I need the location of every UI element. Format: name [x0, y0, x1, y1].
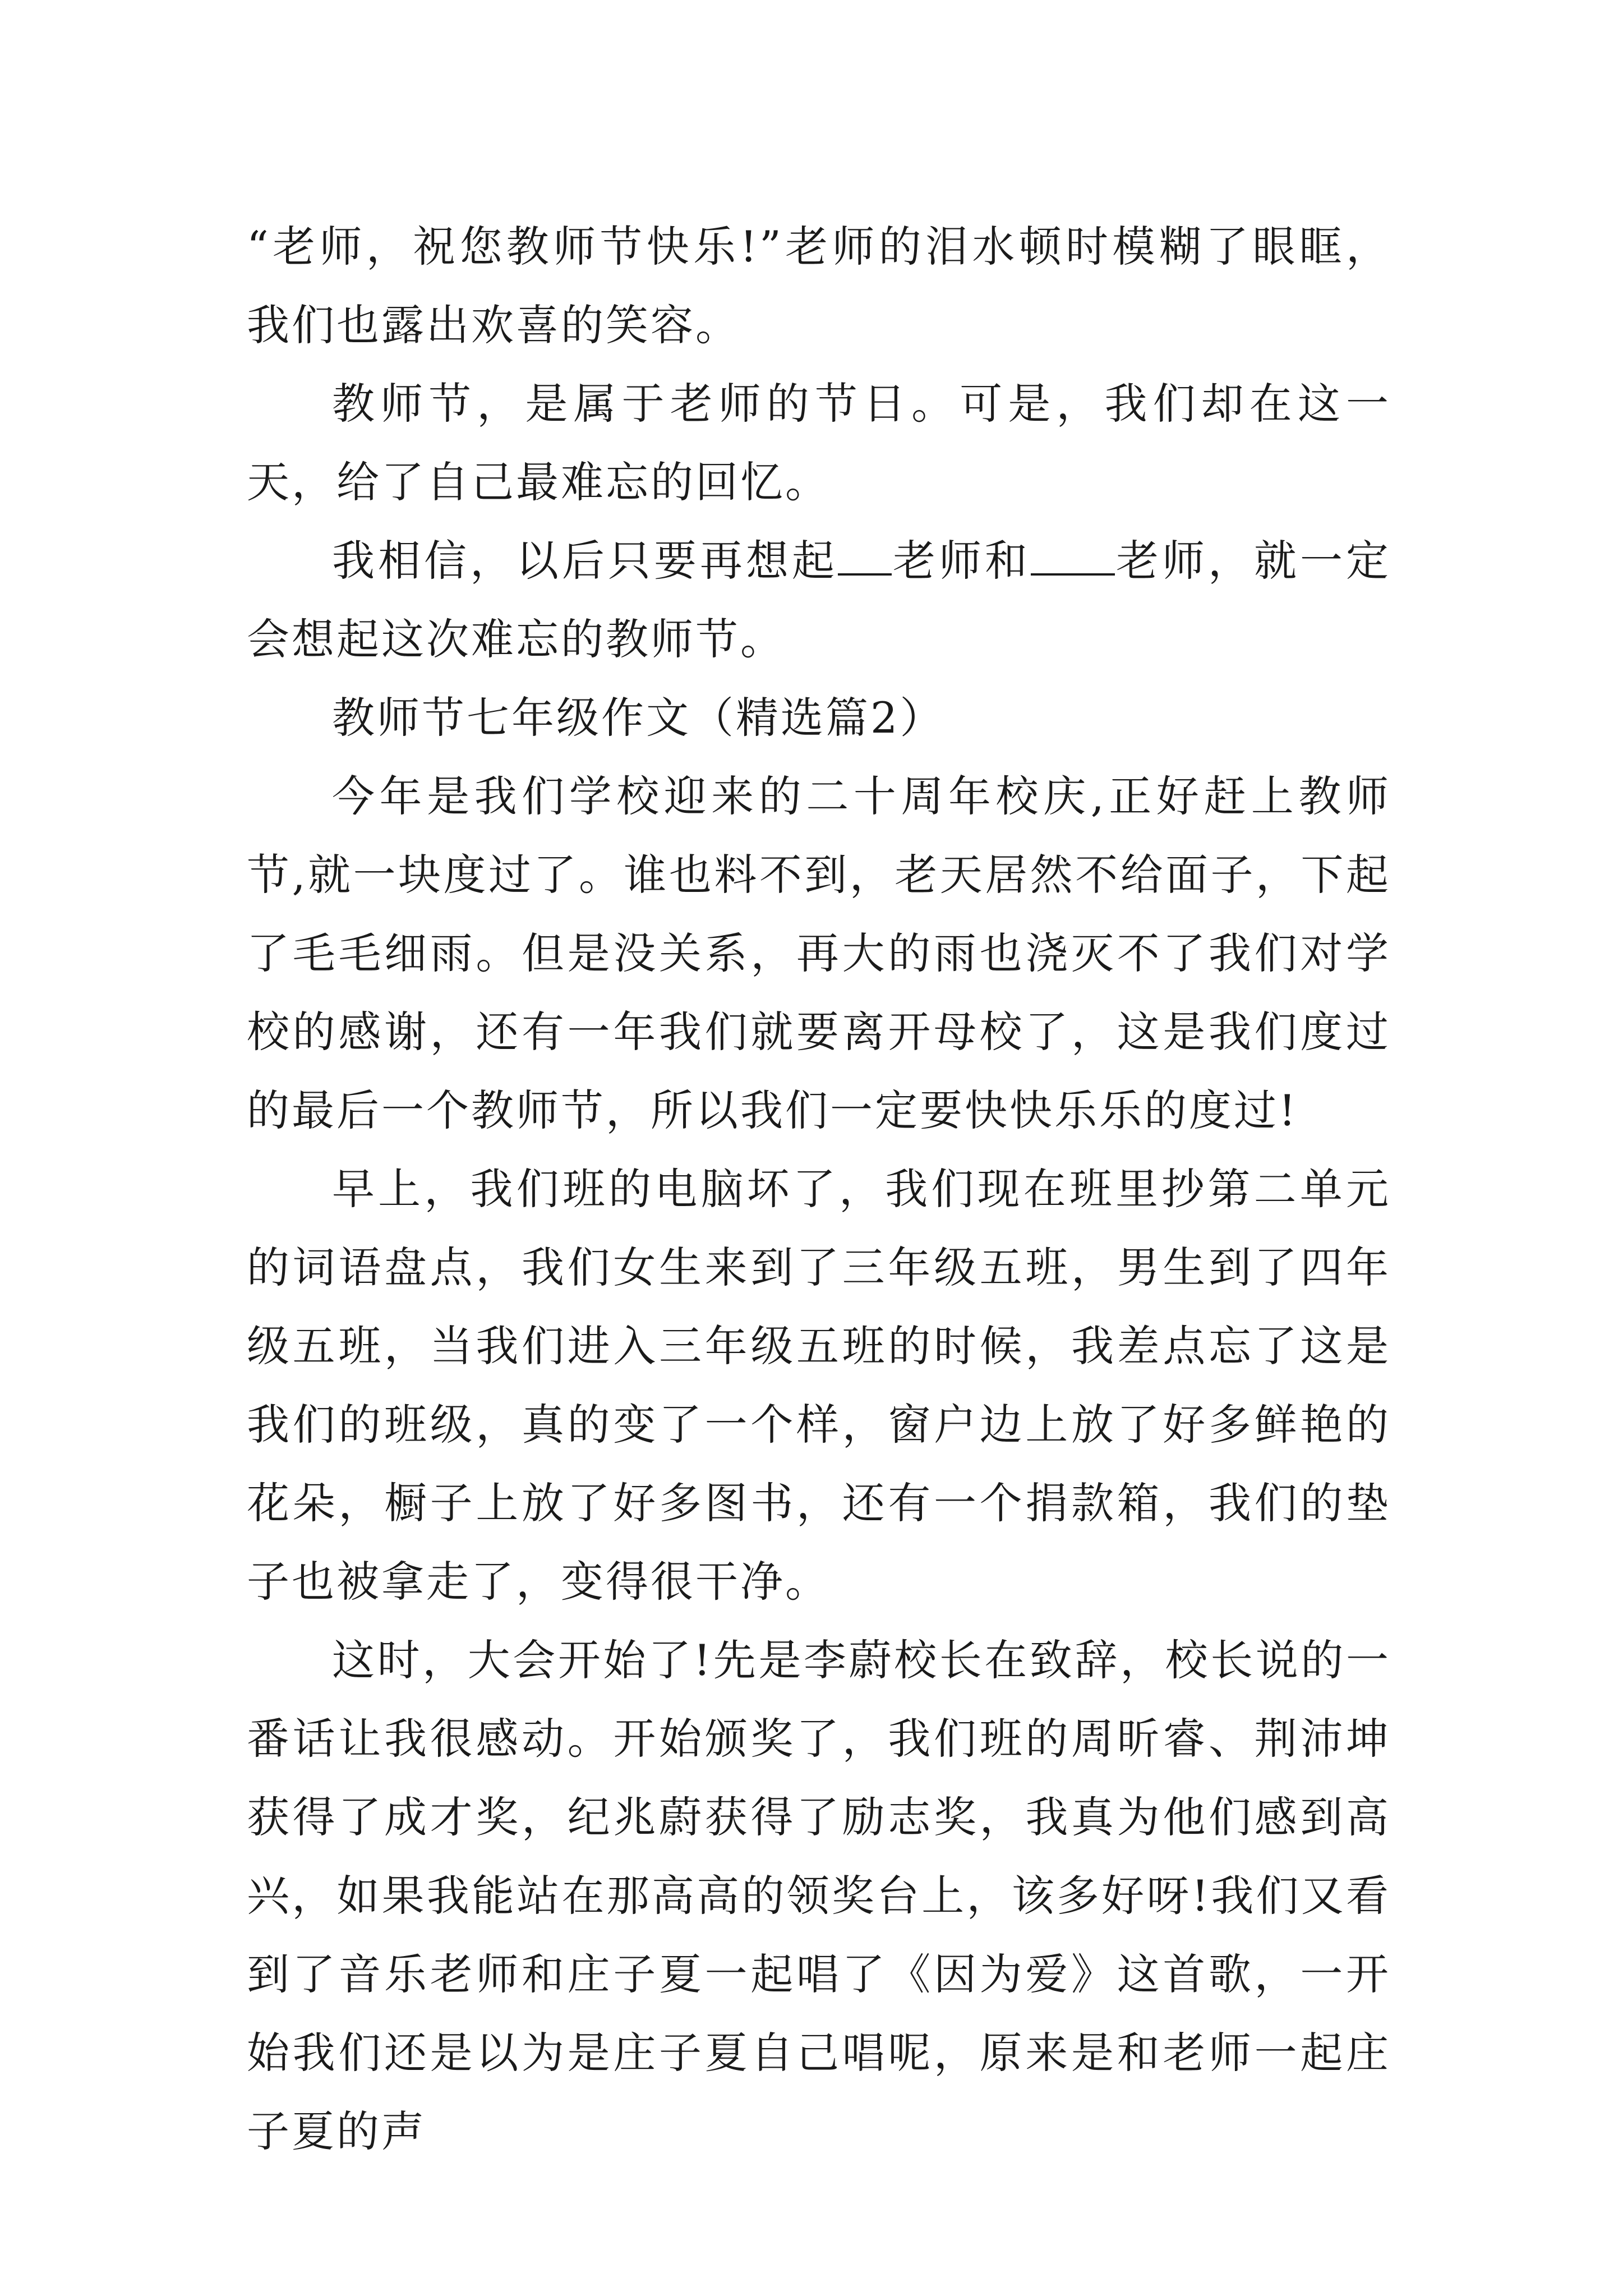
fill-in-blank [838, 534, 892, 576]
fill-in-blank [1031, 534, 1115, 576]
paragraph-text: 老师和 [892, 536, 1031, 586]
paragraph: 今年是我们学校迎来的二十周年校庆,正好赶上教师节,就一块度过了。谁也料不到，老天居然不给面子，下起了毛毛细雨。但是没关系，再大的雨也浇灭不了我们对学校的感谢，还有一年我们就要离开母校了，这是我们度过的最后一个教师节，所以我们一定要快快乐乐的度过! [247, 771, 1391, 1135]
section-title: 教师节七年级作文（精选篇2） [332, 693, 945, 743]
paragraph-text: 我相信，以后只要再想起 [332, 536, 838, 586]
paragraph: 这时，大会开始了!先是李蔚校长在致辞，校长说的一番话让我很感动。开始颁奖了，我们班的周昕睿、荆沛坤获得了成才奖，纪兆蔚获得了励志奖，我真为他们感到高兴，如果我能站在那高高的领奖台上，该多好呀!我们又看到了音乐老师和庄子夏一起唱了《因为爱》这首歌，一开始我们还是以为是庄子夏自己唱呢，原来是和老师一起庄子夏的声 [247, 1635, 1391, 2156]
paragraph: 教师节，是属于老师的节日。可是，我们却在这一天，给了自己最难忘的回忆。 [247, 379, 1391, 507]
paragraph-text: 老师，就一定会想起这次难忘的教师节。 [247, 536, 1391, 664]
paragraph: “老师，祝您教师节快乐!”老师的泪水顿时模糊了眼眶，我们也露出欢喜的笑容。 [247, 222, 1391, 350]
paragraph: 早上，我们班的电脑坏了，我们现在班里抄第二单元的词语盘点，我们女生来到了三年级五班，男生到了四年级五班，当我们进入三年级五班的时候，我差点忘了这是我们的班级，真的变了一个样，窗户边上放了好多鲜艳的花朵，橱子上放了好多图书，还有一个捐款箱，我们的垫子也被拿走了，变得很干净。 [247, 1164, 1391, 1607]
paragraph-with-blanks [247, 522, 1391, 679]
document-body [247, 208, 1391, 2171]
